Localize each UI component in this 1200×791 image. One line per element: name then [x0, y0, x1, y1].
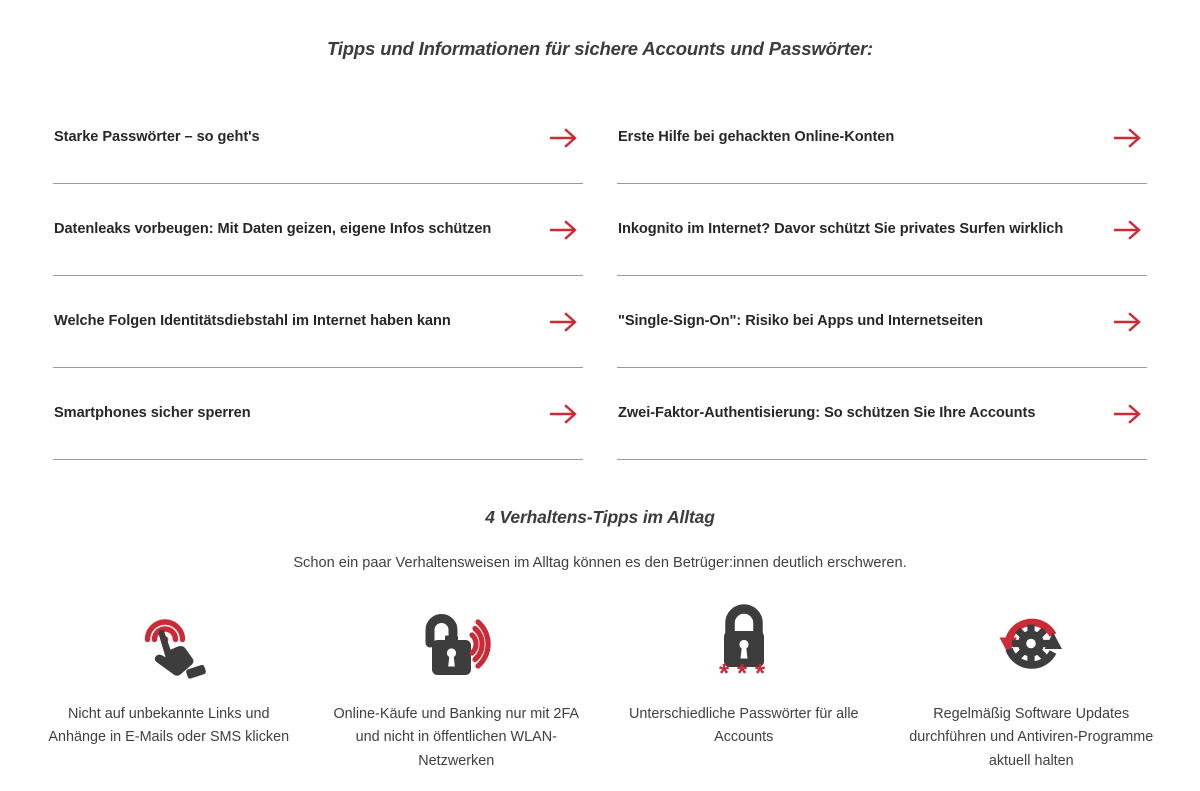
svg-text:*: * [718, 657, 729, 684]
article-link-label: Zwei-Faktor-Authentisierung: So schützen Sie Ihre Accounts [618, 405, 1036, 422]
tip-caption: Unterschiedliche Passwörter für alle Accounts [628, 705, 859, 746]
tip-item-unterschiedliche-passwoerter [600, 600, 888, 773]
tip-caption: Online-Käufe und Banking nur mit 2FA und nicht in öffentlichen WLAN-Netzwerken [333, 705, 580, 769]
article-link-label: Inkognito im Internet? Davor schützt Sie privates Surfen wirklich [618, 221, 1064, 238]
svg-text:*: * [754, 657, 765, 684]
article-link-inkognito[interactable] [617, 184, 1147, 276]
article-link-label: Welche Folgen Identitätsdiebstahl im Internet haben kann [54, 313, 451, 330]
page-title: Tipps und Informationen für sichere Accounts und Passwörter: [326, 38, 874, 59]
tip-item-links-anhaenge [25, 600, 313, 773]
svg-text:*: * [736, 657, 747, 684]
arrow-right-icon [1111, 126, 1143, 150]
article-link-label: Starke Passwörter – so geht's [54, 129, 260, 146]
tips-section-intro: Schon ein paar Verhaltensweisen im Alltag können es den Betrüger:innen deutlich erschweren. [293, 555, 907, 572]
arrow-right-icon [547, 126, 579, 150]
arrow-right-icon [547, 218, 579, 242]
update-gear-icon [981, 600, 1081, 686]
article-link-identitaetsdiebstahl[interactable] [53, 276, 583, 368]
click-hand-icon [119, 600, 219, 686]
tip-item-online-banking-2fa [313, 600, 601, 773]
arrow-right-icon [1111, 310, 1143, 334]
padlock-asterisks-icon [694, 600, 794, 686]
arrow-right-icon [547, 310, 579, 334]
tip-caption: Nicht auf unbekannte Links und Anhänge in E-Mails oder SMS klicken [48, 705, 290, 746]
arrow-right-icon [1111, 402, 1143, 426]
article-link-single-sign-on[interactable] [617, 276, 1147, 368]
tip-item-software-updates [888, 600, 1176, 773]
article-link-zwei-faktor[interactable] [617, 368, 1147, 460]
article-link-starke-passwoerter[interactable] [53, 92, 583, 184]
arrow-right-icon [547, 402, 579, 426]
article-link-smartphones-sperren[interactable] [53, 368, 583, 460]
article-link-label: Smartphones sicher sperren [54, 405, 251, 422]
arrow-right-icon [1111, 218, 1143, 242]
article-link-datenleaks[interactable] [53, 184, 583, 276]
article-link-label: Erste Hilfe bei gehackten Online-Konten [618, 129, 895, 146]
tips-link-grid [53, 92, 1147, 460]
article-link-erste-hilfe[interactable] [617, 92, 1147, 184]
article-link-label: Datenleaks vorbeugen: Mit Daten geizen, eigene Infos schützen [54, 221, 492, 238]
behaviour-tips-row [25, 600, 1175, 773]
tip-caption: Regelmäßig Software Updates durchführen und Antiviren-Programme aktuell halten [909, 705, 1154, 769]
tips-section-title: 4 Verhaltens-Tipps im Alltag [485, 507, 715, 528]
open-padlock-wifi-icon [406, 600, 506, 686]
article-link-label: "Single-Sign-On": Risiko bei Apps und Internetseiten [618, 313, 984, 330]
